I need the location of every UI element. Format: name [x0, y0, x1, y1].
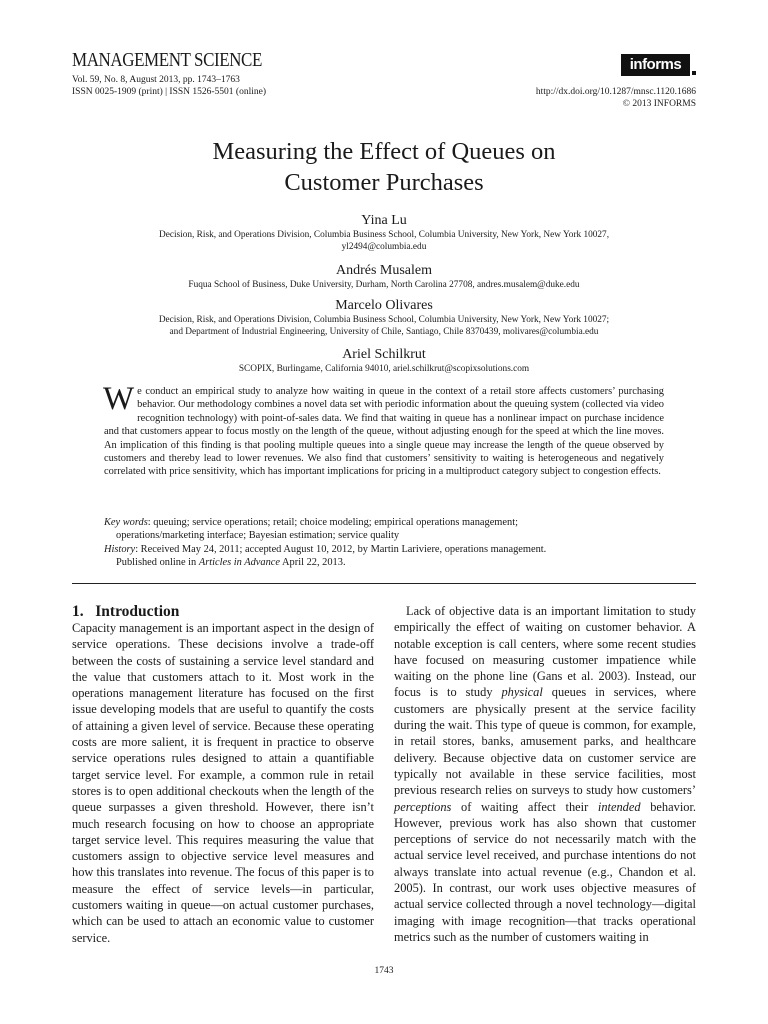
author-affiliation: Decision, Risk, and Operations Division, Columbia Business School, Columbia University, New York, New York 10027; — [158, 315, 610, 325]
issn-line: ISSN 0025-1909 (print) | ISSN 1526-5501 (online) — [72, 87, 267, 97]
body-text: queues in services, where customers are physically present at the service facility during the wait. This type of queue is common, for example, in retail stores, banks, amusement parks, and healthcare delivery. Because objective data on customer service are typically not available in these service facilities, most previous research relies on surveys to study how customers’ — [394, 685, 696, 798]
author-name: Andrés Musalem — [335, 263, 433, 278]
author-affiliation: Fuqua School of Business, Duke University, Durham, North Carolina 27708, andres.musalem@duke.edu — [188, 280, 580, 290]
section-divider — [72, 583, 696, 584]
author-name: Ariel Schilkrut — [342, 347, 426, 362]
author-block — [72, 262, 696, 292]
author-affiliation: Decision, Risk, and Operations Division, Columbia Business School, Columbia University, New York, New York 10027, — [158, 230, 610, 240]
author-affiliation: and Department of Industrial Engineering, University of Chile, Santiago, Chile 8370439, molivares@columbia.edu — [169, 326, 599, 337]
history-text: : Received May 24, 2011; accepted August 10, 2012, by Martin Lariviere, operations management. — [135, 543, 547, 555]
body-text-italic: perceptions — [394, 799, 452, 814]
keywords-text-cont: operations/marketing interface; Bayesian estimation; service quality — [116, 530, 400, 542]
body-text: behavior. However, previous work has also shown that customer perceptions of service do not necessarily match with the actual service level received, and purchase intentions do not always translate into actual revenue (e.g., Chandon et al. 2005). In contrast, our work uses objective measures of actual service collected through a novel technology—digital imaging with image recognition—that tracks operational metrics such as the number of customers waiting in — [394, 799, 696, 944]
keywords-line — [104, 516, 664, 529]
body-column-right — [394, 603, 696, 945]
history-published — [104, 556, 664, 569]
abstract-text: e conduct an empirical study to analyze how waiting in queue in the context of a retail store affects customers’ purchasing behavior. Our methodology combines a novel data set with periodic information about the queuing system (collected via video recognition technology) with point-of-sales data. We find that waiting in queue has a nonlinear impact on purchase incidence and that customers appear to focus mostly on the length of the queue, without adjusting enough for the speed at which the line moves. An implication of this finding is that pooling multiple queues into a single queue may increase the length of the queue observed by customers and thereby lead to lower revenues. We also find that customers’ sensitivity to waiting is heterogeneous and negatively correlated with price sensitivity, which has important implications for pricing in a multiproduct category subject to congestion effects. — [104, 386, 664, 478]
keywords-history — [104, 516, 664, 570]
body-paragraph: Capacity management is an important aspect in the design of service operations. These decisions involve a trade-off between the costs of sustaining a service level standard and the value that customers attach to it. Most work in the operations management literature has focused on the first issue developing models that are useful to quantify the costs of attaining a given level of service. Because these operating costs are more salient, it is frequent in practice to observe service operations rules designed to attain a quantifiable target service level. For example, a common rule in retail stores is to open additional checkouts when the length of the queue surpasses a given threshold. However, there isn’t much research focusing on how to choose an appropriate target service level. This requires measuring the value that customers assign to objective service level measures and how this translates into revenue. The focus of this paper is to measure the effect of service levels—in particular, customers waiting in queue—on actual customer purchases, which can be used to attach an economic value to customer service. — [72, 621, 374, 945]
section-heading: 1. Introduction — [72, 603, 180, 620]
history-published-venue: Articles in Advance — [198, 557, 281, 569]
body-paragraph — [394, 603, 696, 945]
body-text: Lack of objective data is an important limitation to study empirically the effect of waiting on customer behavior. A notable exception is call centers, where some recent studies have focused on measuring customer impatience while waiting on the phone line (Gans et al. 2003). Instead, our focus is to study — [394, 604, 696, 700]
copyright: © 2013 INFORMS — [622, 99, 696, 109]
informs-logo: informs — [621, 54, 690, 76]
doi-link[interactable]: http://dx.doi.org/10.1287/mnsc.1120.1686 — [535, 87, 696, 97]
journal-name: MANAGEMENT SCIENCE — [72, 49, 262, 71]
history-published-date: April 22, 2013. — [280, 557, 346, 569]
abstract — [103, 381, 664, 479]
title-line: Measuring the Effect of Queues on — [212, 138, 556, 165]
logo-dot-icon — [692, 71, 696, 75]
body-column-left — [72, 620, 374, 946]
body-text-italic: intended — [597, 799, 641, 814]
author-email: yl2494@columbia.edu — [341, 241, 427, 252]
author-name: Marcelo Olivares — [335, 298, 433, 313]
title-line: Customer Purchases — [284, 169, 484, 196]
history-label: History — [104, 543, 136, 555]
author-name: Yina Lu — [361, 213, 407, 228]
page-number: 1743 — [374, 966, 394, 976]
author-block — [72, 346, 696, 376]
author-block — [72, 297, 696, 338]
volume-line: Vol. 59, No. 8, August 2013, pp. 1743–1763 — [72, 75, 240, 85]
author-block — [72, 212, 696, 253]
body-text-italic: physical — [501, 685, 543, 700]
doi-block — [536, 86, 696, 110]
history-line — [104, 543, 664, 556]
history-published-pre: Published online in — [116, 557, 199, 569]
author-affiliation: SCOPIX, Burlingame, California 94010, ariel.schilkrut@scopixsolutions.com — [238, 364, 530, 374]
keywords-text: : queuing; service operations; retail; choice modeling; empirical operations management; — [147, 517, 518, 528]
keywords-label: Key words — [104, 517, 148, 528]
journal-meta — [72, 74, 266, 98]
body-text: of waiting affect their — [451, 799, 598, 814]
abstract-dropcap: W — [103, 381, 135, 417]
article-title — [100, 136, 668, 198]
